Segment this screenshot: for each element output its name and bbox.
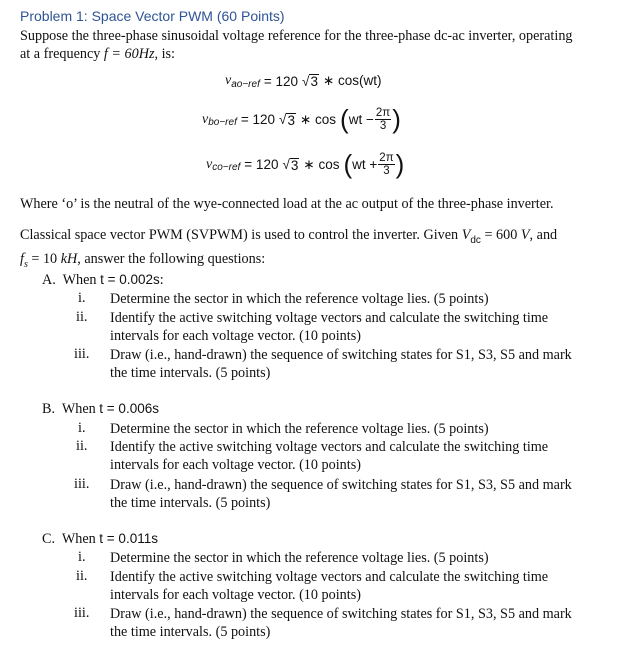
part-b-header: B. When t = 0.006s: [42, 401, 159, 417]
part-b-item-3-number: iii.: [74, 476, 90, 492]
intro-line-2: at a frequency f = 60Hz, is:: [20, 46, 175, 62]
classical-line-2: $f_s = 10$ kH, answer the following questions:: [20, 250, 266, 270]
classical-paragraph: [20, 226, 605, 274]
part-a-item-2: Identify the active switching voltage vectors and calculate the switching time intervals for each voltage vector. (10 points): [110, 310, 549, 344]
part-b-item-2-number: ii.: [76, 438, 88, 454]
part-c-item-1-number: i.: [78, 549, 86, 565]
part-c-item-1: Determine the sector in which the reference voltage lies. (5 points): [110, 550, 489, 566]
part-a-item-3: Draw (i.e., hand-drawn) the sequence of switching states for S1, S3, S5 and mark the time intervals. (5 points): [110, 347, 572, 381]
part-a-item-3-number: iii.: [74, 346, 90, 362]
classical-line-1: Classical space vector PWM (SVPWM) is used to control the inverter. Given $V_{dc} = 600$ V, and: [20, 227, 558, 246]
part-a-item-2-number: ii.: [76, 309, 88, 325]
part-c-item-3-number: iii.: [74, 605, 90, 621]
intro-line-1: Suppose the three-phase sinusoidal voltage reference for the three-phase dc-ac inverter, operating: [20, 28, 573, 44]
part-b-item-2: Identify the active switching voltage vectors and calculate the switching time intervals for each voltage vector. (10 points): [110, 439, 549, 473]
frequency-math: f = 60Hz: [103, 46, 155, 62]
equation-vao: v ao−ref = 120 √ 3 ∗ cos(wt): [225, 73, 382, 90]
equation-vbo: v bo−ref = 120 √ 3 ∗ cos ( wt − $\frac{2\pi}{3}$ ): [202, 103, 401, 134]
part-c-item-3: Draw (i.e., hand-drawn) the sequence of switching states for S1, S3, S5 and mark the time intervals. (5 points): [110, 606, 572, 640]
part-a-item-1-number: i.: [78, 290, 86, 306]
part-c-header: C. When t = 0.011s: [42, 531, 158, 547]
where-paragraph: Where ‘o’ is the neutral of the wye-connected load at the ac output of the three-phase inverter.: [20, 196, 554, 212]
intro-paragraph: [20, 27, 605, 63]
problem-heading: Problem 1: Space Vector PWM (60 Points): [20, 8, 285, 24]
part-b-item-1-number: i.: [78, 420, 86, 436]
part-c-item-2-number: ii.: [76, 568, 88, 584]
part-b-item-3: Draw (i.e., hand-drawn) the sequence of switching states for S1, S3, S5 and mark the time intervals. (5 points): [110, 477, 572, 511]
equation-vco: v co−ref = 120 √ 3 ∗ cos ( wt + $\frac{2\pi}{3}$ ): [206, 148, 405, 179]
part-c-item-2: Identify the active switching voltage vectors and calculate the switching time intervals for each voltage vector. (10 points): [110, 569, 549, 603]
part-a-item-1: Determine the sector in which the reference voltage lies. (5 points): [110, 291, 489, 307]
part-b-item-1: Determine the sector in which the reference voltage lies. (5 points): [110, 421, 489, 437]
part-a-header: A. When t = 0.002s:: [42, 272, 164, 288]
